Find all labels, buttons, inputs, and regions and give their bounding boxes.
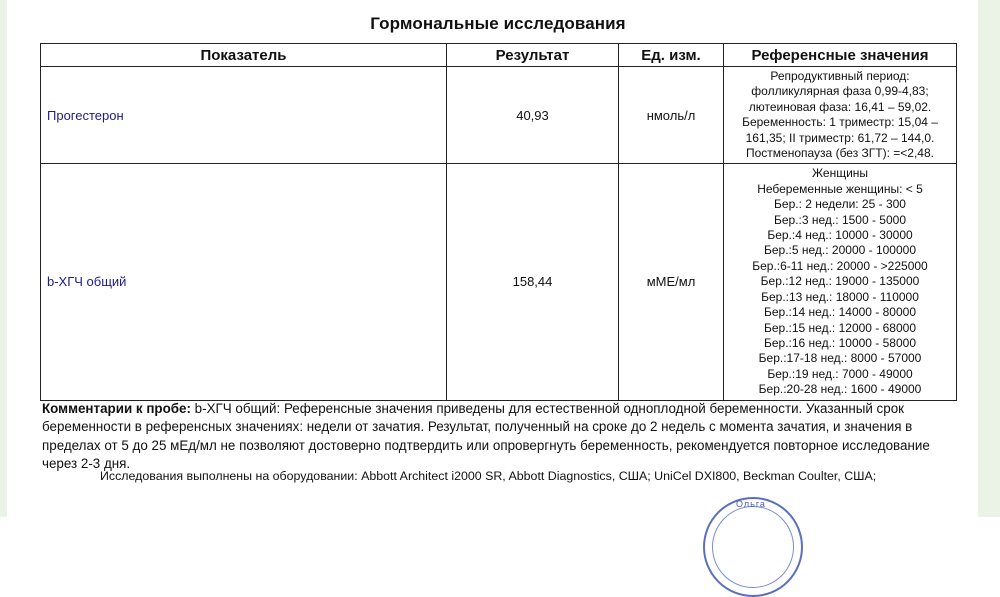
round-stamp <box>703 497 803 597</box>
sample-comments <box>42 400 942 474</box>
reference-values <box>724 164 957 400</box>
header-unit: Ед. изм. <box>619 44 724 67</box>
reference-line: Беременность: 1 триместр: 15,04 – <box>742 115 938 130</box>
reference-line: Бер.:12 нед.: 19000 - 135000 <box>760 274 920 289</box>
reference-line: Бер.:4 нед.: 10000 - 30000 <box>767 228 913 243</box>
unit-value: нмоль/л <box>619 67 724 164</box>
reference-line: Бер.:16 нед.: 10000 - 58000 <box>763 335 916 350</box>
reference-line: Небеременные женщины: < 5 <box>757 181 923 196</box>
reference-line: фолликулярная фаза 0,99-4,83; <box>751 84 929 99</box>
indicator-name: Прогестерон <box>41 67 447 164</box>
comments-text: b-ХГЧ общий: Референсные значения приведены для естественной одноплодной беременности. Указанный срок беременности в референсных значениях: недели от зачатия. Результат, полученный на сроке до 2 недель с момента зачатия, и значения в пределах от 5 до 25 мЕд/мл не позволяют достоверно подтвердить или опровергнуть беременность, рекомендуется повторное исследование через 2-3 дня. <box>42 401 930 472</box>
left-side-panel <box>0 0 7 517</box>
results-table <box>40 43 957 401</box>
reference-values <box>724 67 957 164</box>
table-header-row <box>41 44 957 67</box>
section-title: Гормональные исследования <box>370 14 626 33</box>
comments-label: Комментарии к пробе: <box>42 401 191 416</box>
reference-line: Бер.:20-28 нед.: 1600 - 49000 <box>758 382 922 397</box>
reference-line: Женщины <box>811 166 869 181</box>
reference-line: 161,35; II триместр: 61,72 – 144,0. <box>745 130 935 145</box>
stamp-text: Ольга <box>736 499 766 509</box>
unit-value: мМЕ/мл <box>619 164 724 400</box>
table-row <box>41 164 957 400</box>
reference-line: Бер.:17-18 нед.: 8000 - 57000 <box>758 351 922 366</box>
reference-line: Бер.:3 нед.: 1500 - 5000 <box>774 212 906 227</box>
header-indicator: Показатель <box>41 44 447 67</box>
reference-line: Бер.:14 нед.: 14000 - 80000 <box>763 305 916 320</box>
table-row <box>41 67 957 164</box>
reference-line: лютеиновая фаза: 16,41 – 59,02. <box>748 99 932 114</box>
right-side-panel <box>978 0 1000 517</box>
result-value: 40,93 <box>447 67 619 164</box>
header-result: Результат <box>447 44 619 67</box>
indicator-name: b-ХГЧ общий <box>41 164 447 400</box>
reference-line: Бер.:13 нед.: 18000 - 110000 <box>761 289 919 304</box>
reference-line: Бер.: 2 недели: 25 - 300 <box>774 197 906 212</box>
header-reference: Референсные значения <box>724 44 957 67</box>
reference-line: Бер.:19 нед.: 7000 - 49000 <box>767 366 913 381</box>
result-value: 158,44 <box>447 164 619 400</box>
reference-line: Бер.:15 нед.: 12000 - 68000 <box>763 320 916 335</box>
reference-line: Репродуктивный период: <box>770 69 910 83</box>
reference-line: Бер.:5 нед.: 20000 - 100000 <box>763 243 916 258</box>
reference-line: Постменопауза (без ЗГТ): =<2,48. <box>746 146 934 161</box>
equipment-note: Исследования выполнены на оборудовании: Abbott Architect i2000 SR, Abbott Diagnostics, США; UniCel DXI800, Beckman Coulter, США; <box>100 469 877 483</box>
reference-line: Бер.:6-11 нед.: 20000 - >225000 <box>752 258 928 273</box>
